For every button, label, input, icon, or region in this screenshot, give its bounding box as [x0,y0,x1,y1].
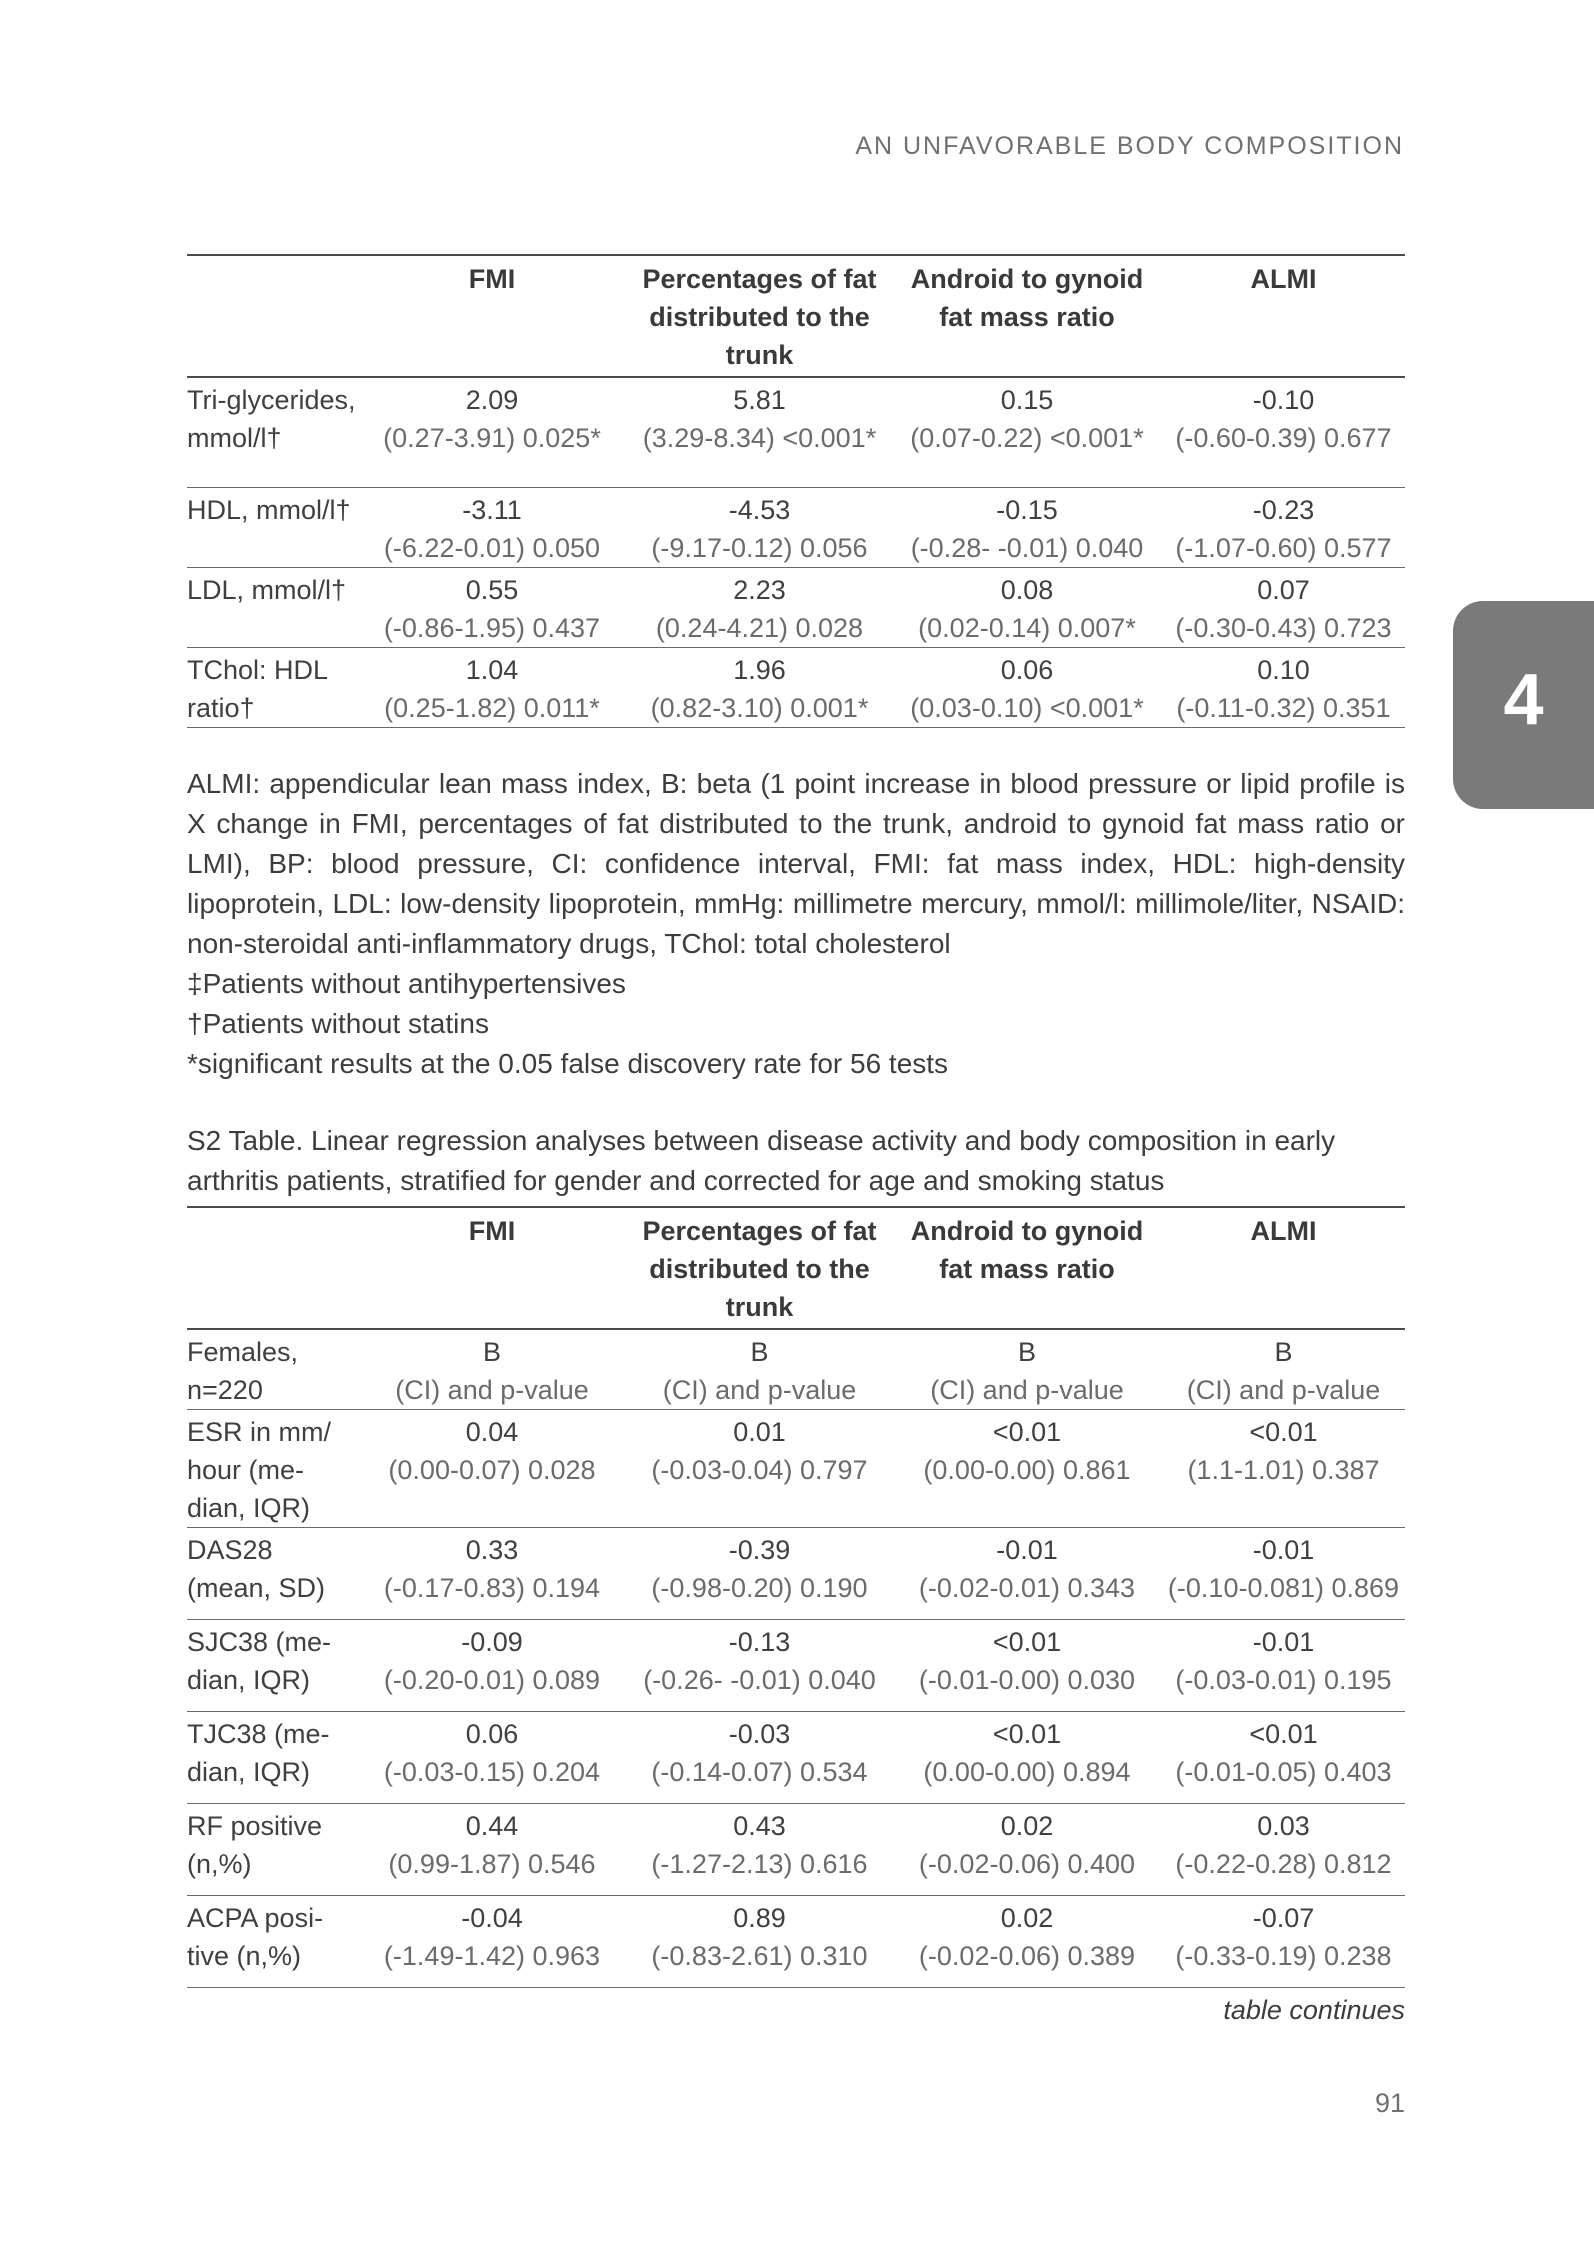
ci-p-value: (0.00-0.00) 0.861 [923,1455,1131,1485]
ci-p-value: (-0.02-0.06) 0.400 [918,1849,1136,1879]
column-header [187,255,357,377]
beta-value: -0.07 [1252,1903,1315,1933]
table-cell [627,1804,892,1896]
beta-value: 0.01 [733,1417,786,1447]
asterisk-note: *significant results at the 0.05 false discovery rate for 56 tests [187,1048,949,1079]
table-cell [357,647,627,727]
table-cell [627,567,892,647]
table-cell [627,1712,892,1804]
row-label: TChol: HDL ratio† [187,654,328,723]
beta-value: -0.10 [1252,385,1315,415]
column-header-trunk-fat: Percentages of fat distributed to the trunk [642,1216,877,1322]
ci-p-value: (-0.02-0.06) 0.389 [918,1941,1136,1971]
beta-header: B [1017,1337,1036,1367]
beta-value: 0.44 [465,1811,519,1841]
column-header-almi: ALMI [1250,264,1317,294]
beta-value: 0.43 [733,1811,786,1841]
ci-p-value: (-0.30-0.43) 0.723 [1175,612,1392,643]
ci-p-value: (-0.22-0.28) 0.812 [1175,1849,1392,1879]
table-cell [1162,647,1405,727]
ci-p-value: (-0.20-0.01) 0.089 [383,1665,601,1695]
ci-p-value: (-0.01-0.05) 0.403 [1175,1757,1392,1787]
table-cell [627,1528,892,1620]
beta-value: 0.02 [1000,1811,1054,1841]
chapter-number: 4 [1503,660,1544,740]
disease-activity-table [187,1206,1405,1988]
beta-value: 0.02 [1000,1903,1054,1933]
ci-p-value: (-9.17-0.12) 0.056 [651,532,868,563]
beta-value: 0.55 [465,574,519,605]
double-dagger-note: ‡Patients without antihypertensives [187,968,626,999]
table-row [187,487,1405,567]
s2-table-caption: S2 Table. Linear regression analyses between disease activity and body composition in early arthritis patients, stratified for gender and corrected for age and smoking status [187,1125,1336,1196]
table-body [187,1329,1405,1988]
ci-p-value: (-0.98-0.20) 0.190 [651,1573,868,1603]
table-cell [357,487,627,567]
table-cell [892,1329,1162,1410]
ci-p-value: (-0.33-0.19) 0.238 [1175,1941,1392,1971]
table-cell [892,1712,1162,1804]
table-cell [892,1528,1162,1620]
lipid-table [187,254,1405,728]
ci-p-value: (0.00-0.00) 0.894 [923,1757,1131,1787]
table-row [187,1528,1405,1620]
table-cell [1162,487,1405,567]
row-label: HDL, mmol/l† [187,494,351,525]
table-row [187,1712,1405,1804]
beta-value: <0.01 [992,1719,1062,1749]
beta-header: B [750,1337,769,1367]
ci-p-value: (-0.83-2.61) 0.310 [651,1941,868,1971]
table-row [187,647,1405,727]
table-cell [357,1528,627,1620]
ci-p-value: (-0.03-0.15) 0.204 [383,1757,601,1787]
table-cell [357,1896,627,1988]
ci-p-value: (-1.07-0.60) 0.577 [1175,532,1392,563]
ci-header: (CI) and p-value [662,1375,857,1405]
ci-header: (CI) and p-value [1186,1375,1381,1405]
column-header-android-gynoid: Android to gynoid fat mass ratio [910,1216,1144,1284]
beta-value: 0.03 [1257,1811,1310,1841]
column-header-fmi: FMI [468,1216,516,1246]
table-row [187,1410,1405,1528]
table-cell [627,1896,892,1988]
table-cell [627,1620,892,1712]
ci-p-value: (-0.02-0.01) 0.343 [918,1573,1136,1603]
table-header-row [187,1207,1405,1329]
ci-p-value: (-0.01-0.00) 0.030 [918,1665,1136,1695]
beta-value: 2.09 [465,385,519,415]
ci-p-value: (0.25-1.82) 0.011* [384,692,600,723]
ci-p-value: (-0.28- -0.01) 0.040 [910,532,1144,563]
ci-p-value: (1.1-1.01) 0.387 [1187,1455,1380,1485]
ci-p-value: (-1.27-2.13) 0.616 [651,1849,868,1879]
beta-value: 0.06 [465,1719,519,1749]
table-cell [1162,1329,1405,1410]
table-cell [892,377,1162,487]
ci-p-value: (0.00-0.07) 0.028 [388,1455,596,1485]
table-cell [627,1410,892,1528]
beta-value: <0.01 [992,1417,1062,1447]
table-cell [357,1329,627,1410]
ci-p-value: (-1.49-1.42) 0.963 [383,1941,601,1971]
beta-value: -0.13 [728,1627,791,1657]
beta-value: <0.01 [1249,1719,1318,1749]
ci-p-value: (0.24-4.21) 0.028 [655,612,864,643]
beta-value: 5.81 [733,385,786,415]
row-label: Tri-glycerides, mmol/l† [187,385,356,453]
beta-value: -0.01 [1252,1535,1315,1565]
row-label: TJC38 (me-dian, IQR) [187,1719,330,1787]
table-cell [627,487,892,567]
beta-value: 0.04 [465,1417,519,1447]
table-cell [892,1896,1162,1988]
table-cell [892,1804,1162,1896]
ci-p-value: (0.03-0.10) <0.001* [910,692,1144,723]
ci-p-value: (-0.86-1.95) 0.437 [383,612,601,643]
beta-value: -4.53 [728,494,791,525]
ci-p-value: (-0.60-0.39) 0.677 [1175,423,1392,453]
table-cell [357,1804,627,1896]
ci-p-value: (0.07-0.22) <0.001* [910,423,1144,453]
table-body [187,377,1405,727]
row-label: RF positive (n,%) [187,1811,323,1879]
beta-value: 2.23 [733,574,786,605]
beta-value: 0.07 [1257,574,1310,605]
row-label: LDL, mmol/l† [187,574,347,605]
beta-value: 0.33 [465,1535,519,1565]
beta-value: 0.10 [1257,654,1310,685]
beta-value: 0.89 [733,1903,786,1933]
ci-p-value: (-6.22-0.01) 0.050 [383,532,601,563]
beta-value: -0.01 [996,1535,1058,1565]
column-header [187,1207,357,1329]
beta-value: 0.15 [1000,385,1054,415]
beta-value: 0.08 [1000,574,1054,605]
ci-p-value: (0.27-3.91) 0.025* [383,423,601,453]
table-cell [1162,1620,1405,1712]
ci-p-value: (-0.11-0.32) 0.351 [1176,692,1391,723]
beta-value: -0.01 [1252,1627,1315,1657]
table-cell [1162,1896,1405,1988]
table-row [187,567,1405,647]
table-cell [1162,1712,1405,1804]
ci-p-value: (0.99-1.87) 0.546 [388,1849,596,1879]
beta-value: -0.04 [461,1903,523,1933]
abbreviations-note: ALMI: appendicular lean mass index, B: beta (1 point increase in blood pressure or lipid profile is X change in FMI, percentages of fat distributed to the trunk, android to gynoid fat mass ratio or LMI), BP: blood pressure, CI: confidence interval, FMI: fat mass index, HDL: high-density lipoprotein, LDL: low-density lipoprotein, mmHg: millimetre mercury, mmol/l: millimole/liter, NSAID: non-steroidal anti-inflammatory drugs, TChol: total cholesterol [187,768,1405,959]
table-cell [627,377,892,487]
beta-value: 1.04 [465,654,519,685]
table-cell [892,567,1162,647]
table-cell [1162,1528,1405,1620]
table-cell [357,377,627,487]
table-cell [1162,377,1405,487]
table-cell [357,1620,627,1712]
page-number: 91 [1374,2088,1405,2118]
chapter-tab [1453,601,1594,809]
ci-p-value: (3.29-8.34) <0.001* [642,423,877,453]
ci-p-value: (-0.03-0.01) 0.195 [1175,1665,1392,1695]
row-label: ACPA posi-tive (n,%) [187,1903,324,1971]
table-cell [357,1712,627,1804]
table-cell [1162,567,1405,647]
column-header-trunk-fat: Percentages of fat distributed to the trunk [642,264,877,370]
column-header-almi: ALMI [1250,1216,1317,1246]
table-cell [892,647,1162,727]
subheader-row [187,1329,1405,1410]
dagger-note: †Patients without statins [187,1008,489,1039]
beta-value: -0.09 [461,1627,523,1657]
table-row [187,1896,1405,1988]
column-header-android-gynoid: Android to gynoid fat mass ratio [910,264,1144,332]
table-cell [1162,1804,1405,1896]
table-cell [627,647,892,727]
table-cell [357,567,627,647]
table-notes [187,764,1405,1084]
row-label: Females, n=220 [187,1337,299,1405]
beta-value: -0.15 [996,494,1058,525]
beta-value: -0.23 [1252,494,1315,525]
beta-header: B [482,1337,501,1367]
ci-p-value: (-0.10-0.081) 0.869 [1167,1573,1400,1603]
beta-value: 1.96 [733,654,786,685]
beta-value: -3.11 [462,494,522,525]
table-cell [357,1410,627,1528]
running-head: AN UNFAVORABLE BODY COMPOSITION [855,132,1404,160]
table-cell [892,487,1162,567]
beta-value: -0.03 [728,1719,791,1749]
beta-value: <0.01 [992,1627,1062,1657]
ci-p-value: (-0.14-0.07) 0.534 [651,1757,868,1787]
beta-header: B [1274,1337,1293,1367]
ci-p-value: (-0.17-0.83) 0.194 [383,1573,601,1603]
beta-value: <0.01 [1249,1417,1318,1447]
beta-value: -0.39 [728,1535,791,1565]
row-label: SJC38 (me-dian, IQR) [187,1627,332,1695]
row-label: ESR in mm/ hour (me-dian, IQR) [187,1417,332,1523]
ci-p-value: (-0.26- -0.01) 0.040 [643,1665,876,1695]
table-cell [627,1329,892,1410]
table-header-row [187,255,1405,377]
ci-header: (CI) and p-value [930,1375,1124,1405]
table-cell [1162,1410,1405,1528]
table-continues-note: table continues [1223,1995,1405,2025]
row-label: DAS28 (mean, SD) [187,1535,326,1603]
table-cell [892,1620,1162,1712]
table-row [187,1620,1405,1712]
ci-p-value: (0.82-3.10) 0.001* [650,692,869,723]
table-cell [892,1410,1162,1528]
table-row [187,1804,1405,1896]
column-header-fmi: FMI [468,264,516,294]
beta-value: 0.06 [1000,654,1054,685]
table-row [187,377,1405,487]
ci-header: (CI) and p-value [395,1375,589,1405]
ci-p-value: (-0.03-0.04) 0.797 [651,1455,868,1485]
ci-p-value: (0.02-0.14) 0.007* [918,612,1136,643]
